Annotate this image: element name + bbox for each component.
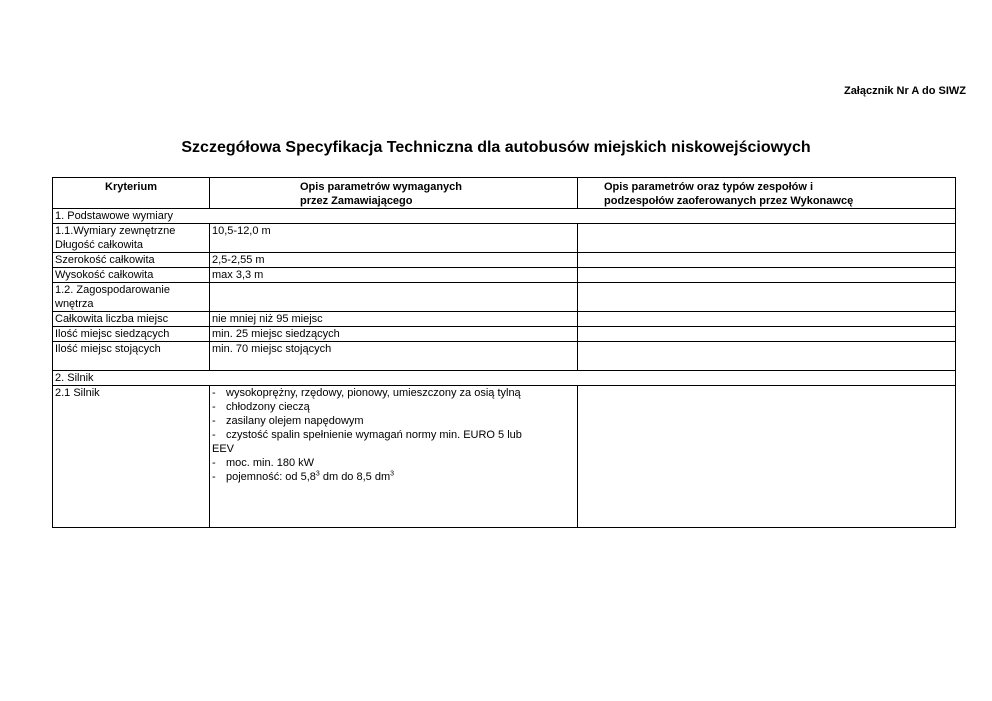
header-required (210, 178, 578, 209)
bullet-dash: - (212, 457, 216, 469)
required-cell: 2,5-2,55 m (210, 253, 578, 268)
offered-cell[interactable] (578, 342, 956, 371)
engine-spec-line-continuation: EEV (212, 443, 235, 455)
engine-spec-line (212, 386, 575, 400)
header-criterion: Kryterium (53, 178, 210, 209)
superscript: 3 (315, 470, 320, 478)
engine-spec-text: czystość spalin spełnienie wymagań normy min. EURO 5 lub (226, 429, 522, 441)
section-heading-engine: 2. Silnik (53, 371, 956, 386)
engine-spec-text: moc. min. 180 kW (226, 457, 315, 469)
header-offered (578, 178, 956, 209)
bullet-dash: - (212, 429, 216, 441)
table-header-row (53, 178, 956, 209)
criterion-cell: 2.1 Silnik (53, 386, 210, 528)
criterion-cell (53, 224, 210, 253)
bullet-dash: - (212, 401, 216, 413)
required-cell (210, 386, 578, 528)
table-row (53, 224, 956, 253)
offered-cell[interactable] (578, 283, 956, 312)
table-row (53, 386, 956, 528)
required-cell (210, 283, 578, 312)
section-row (53, 209, 956, 224)
required-cell: 10,5-12,0 m (210, 224, 578, 253)
criterion-text: 1.2. Zagospodarowanie (55, 284, 170, 296)
section-row (53, 371, 956, 386)
header-offered-line2: podzespołów zaoferowanych przez Wykonawcę (604, 195, 854, 207)
table-row (53, 312, 956, 327)
specification-table (52, 177, 956, 528)
section-heading-basic-dimensions: 1. Podstawowe wymiary (53, 209, 956, 224)
bullet-dash: - (212, 415, 216, 427)
criterion-cell: Wysokość całkowita (53, 268, 210, 283)
document-title: Szczegółowa Specyfikacja Techniczna dla autobusów miejskich niskowejściowych (181, 139, 811, 156)
criterion-cell: Ilość miejsc siedzących (53, 327, 210, 342)
offered-cell[interactable] (578, 327, 956, 342)
offered-cell[interactable] (578, 312, 956, 327)
table-row (53, 327, 956, 342)
engine-spec-text: chłodzony cieczą (226, 401, 310, 413)
table-row (53, 268, 956, 283)
bullet-dash: - (212, 387, 216, 399)
table-row (53, 342, 956, 371)
criterion-cell (53, 283, 210, 312)
engine-spec-line (212, 456, 575, 470)
engine-capacity-text-b: dm do 8,5 dm (319, 471, 391, 483)
engine-spec-text: zasilany olejem napędowym (226, 415, 364, 427)
required-cell: min. 25 miejsc siedzących (210, 327, 578, 342)
engine-spec-text: wysokoprężny, rzędowy, pionowy, umieszczony za osią tylną (226, 387, 521, 399)
engine-capacity-text-a: pojemność: od 5,8 (226, 471, 316, 483)
superscript: 3 (390, 470, 395, 478)
offered-cell[interactable] (578, 224, 956, 253)
required-cell: max 3,3 m (210, 268, 578, 283)
criterion-text: Długość całkowita (55, 239, 144, 251)
engine-spec-line (212, 428, 575, 442)
header-required-line1: Opis parametrów wymaganych (300, 181, 462, 193)
criterion-cell: Ilość miejsc stojących (53, 342, 210, 371)
offered-cell[interactable] (578, 268, 956, 283)
annex-label: Załącznik Nr A do SIWZ (843, 85, 966, 97)
required-cell: nie mniej niż 95 miejsc (210, 312, 578, 327)
engine-spec-line (212, 470, 575, 484)
engine-spec-line (212, 414, 575, 428)
required-cell: min. 70 miejsc stojących (210, 342, 578, 371)
header-required-line2: przez Zamawiającego (300, 195, 413, 207)
table-row (53, 283, 956, 312)
offered-cell[interactable] (578, 253, 956, 268)
header-offered-line1: Opis parametrów oraz typów zespołów i (604, 181, 814, 193)
criterion-cell: Szerokość całkowita (53, 253, 210, 268)
engine-spec-line (212, 400, 575, 414)
criterion-text: 1.1.Wymiary zewnętrzne (55, 225, 176, 237)
criterion-text: wnętrza (55, 298, 94, 310)
bullet-dash: - (212, 471, 216, 483)
offered-cell[interactable] (578, 386, 956, 528)
criterion-cell: Całkowita liczba miejsc (53, 312, 210, 327)
table-row (53, 253, 956, 268)
